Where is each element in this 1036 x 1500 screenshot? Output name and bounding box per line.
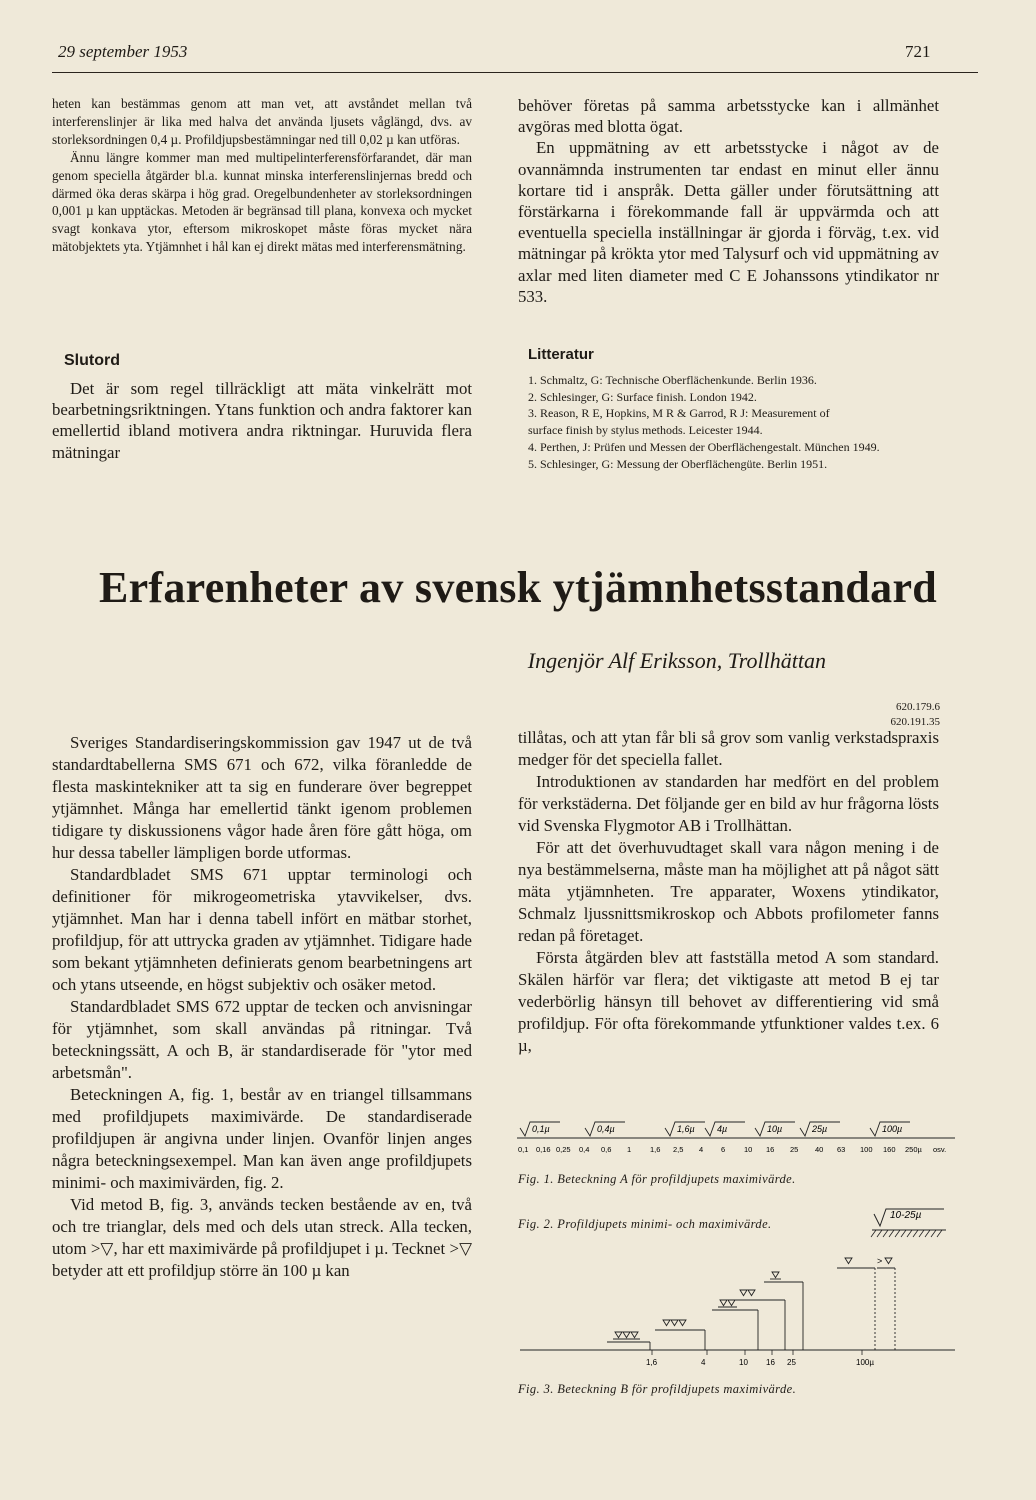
udc-code: 620.179.6 (896, 701, 940, 713)
scale-label: 0,4 (579, 1145, 590, 1154)
figure-1 (515, 1118, 960, 1160)
scale-label: 25 (787, 1358, 796, 1367)
finish-example-label: 25µ (812, 1124, 828, 1134)
hatch-line (877, 1230, 882, 1237)
triangle-mark (748, 1290, 755, 1296)
hatch-line (895, 1230, 900, 1237)
paragraph: Ännu längre kommer man med multipelinterferensförfarandet, där man genom speciella åtgärder bl.a. kunnat minska interferenslinjernas bredd och därmed öka deras skärpa i hög grad. Oregelbundenheter av storleksordningen 0,001 µ kan upptäckas. Metoden är begränsad till plana, konvexa och mycket svagt konkava ytor, eftersom mikroskopet måste föras mycket nära mätobjektets yta. Ytjämnhet i hål kan ej direkt mätas med interferensmätning. (52, 149, 472, 255)
bottom-left-column (52, 732, 472, 1282)
article-title: Erfarenheter av svensk ytjämnhetsstandard (98, 563, 938, 612)
article-author: Ingenjör Alf Eriksson, Trollhättan (527, 648, 826, 673)
reference-item: 1. Schmaltz, G: Technische Oberflächenkunde. Berlin 1936. (528, 373, 817, 387)
finish-example-label: 1,6µ (677, 1124, 695, 1134)
paragraph: Första åtgärden blev att fastställa metod A som standard. Skälen härför var flera; det viktigaste att metod B ej tar vederbörlig hänsyn till behovet av differentiering vid små profildjup. För ofta förekommande ytfunktioner valdes t.ex. 6 µ, (518, 948, 939, 1055)
scale-label: 4 (699, 1145, 704, 1154)
scale-label: 1,6 (646, 1358, 658, 1367)
scale-label: 0,1 (518, 1145, 529, 1154)
bottom-right-column (518, 727, 939, 1057)
figure-3-steps (607, 1256, 895, 1350)
scale-label: 100 (860, 1145, 873, 1154)
paragraph: För att det överhuvudtaget skall vara någon mening i de nya bestämmelserna, måste man ha möjlighet att på något sätt mäta ytjämnheten. Tre apparater, Woxens ytindikator, Schmalz ljussnittsmikroskop och Abbots profilometer fanns redan på företaget. (518, 838, 939, 945)
triangle-mark (631, 1332, 638, 1338)
paragraph: Sveriges Standardiseringskommission gav 1947 ut de två standardtabellerna SMS 671 och 672, vilka föranledde de flesta maskintekniker att ta sig en funderare över begreppet ytjämnhet. Många har emellertid tänkt igenom problemen tidigare ty diskussionens vågor hade åren före gått höga, om hur dessa tabeller lämpligen borde utformas. (52, 733, 472, 862)
scale-label: 250µ (905, 1145, 922, 1154)
figure-1-scale (518, 1145, 946, 1154)
hatch-line (937, 1230, 942, 1237)
litteratur-heading: Litteratur (528, 346, 594, 363)
reference-item: 5. Schlesinger, G: Messung der Oberflächengüte. Berlin 1951. (528, 456, 828, 471)
scale-label: 10 (744, 1145, 753, 1154)
figure-2-caption: Fig. 2. Profildjupets minimi- och maximivärde. (518, 1217, 772, 1231)
triangle-mark (845, 1258, 852, 1264)
running-header-date: 29 september 1953 (58, 42, 188, 61)
triangle-mark (720, 1300, 727, 1306)
hatch-line (907, 1230, 912, 1237)
scale-label: 16 (766, 1358, 775, 1367)
scale-label: 1,6 (650, 1145, 661, 1154)
hatch-line (883, 1230, 888, 1237)
scale-label: 4 (701, 1358, 706, 1367)
scale-label: 1 (627, 1145, 632, 1154)
figure-3-scale (646, 1350, 874, 1367)
paragraph: behöver företas på samma arbetsstycke kan i allmänhet avgöras med blotta ögat. (518, 96, 939, 137)
triangle-mark (679, 1320, 686, 1326)
paragraph: Beteckningen A, fig. 1, består av en triangel tillsammans med profildjupets maximivärde. De standardiserade profildjupen är angivna under linjen. Ovanför linjen anges några beteckningsexempel. Man kan även ange profildjupets minimi- och maximivärden, fig. 2. (52, 1085, 472, 1192)
finish-example-label: 0,4µ (597, 1124, 615, 1134)
figure-2 (870, 1206, 950, 1238)
paragraph: Standardbladet SMS 671 upptar terminologi och definitioner för mikrogeometriska ytavvikelser, dvs. ytjämnhet. Man har i denna tabell infört en mätbar storhet, profildjup, för att uttrycka graden av ytjämnhet. Tidigare hade som bekant ytjämnheten definierats genom bearbetningens art och ytans utseende, en högst subjektiv och osäker metod. (52, 865, 472, 994)
paragraph: Det är som regel tillräckligt att mäta vinkelrätt mot bearbetningsriktningen. Ytans funktion och andra faktorer kan emellertid ibland motivera andra riktningar. Huruvida flera mätningar (52, 379, 472, 462)
scale-label: 0,25 (556, 1145, 571, 1154)
scale-label: 160 (883, 1145, 896, 1154)
hatch-line (889, 1230, 894, 1237)
scale-label: 6 (721, 1145, 726, 1154)
figure-3 (515, 1252, 960, 1372)
hatch-line (871, 1230, 876, 1237)
figure-2-hatch (871, 1230, 942, 1237)
reference-item: 4. Perthen, J: Prüfen und Messen der Oberflächengestalt. München 1949. (528, 439, 880, 454)
reference-item: surface finish by stylus methods. Leicester 1944. (528, 423, 763, 438)
triangle-mark (671, 1320, 678, 1326)
paragraph: Vid metod B, fig. 3, används tecken bestående av en, två och tre trianglar, dels med och dels utan streck. Alla tecken, utom >▽, har ett maximivärde på profildjupet i µ. Tecknet >▽ betyder att ett profildjup större än 100 µ kan (52, 1195, 472, 1280)
triangle-mark (772, 1272, 779, 1278)
triangle-mark (740, 1290, 747, 1296)
top-left-column (52, 95, 472, 256)
scale-label: 25 (790, 1145, 799, 1154)
finish-example-label: 100µ (882, 1124, 903, 1134)
figure-1-caption: Fig. 1. Beteckning A för profildjupets maximivärde. (518, 1172, 796, 1186)
figure-3-caption: Fig. 3. Beteckning B för profildjupets maximivärde. (518, 1382, 797, 1396)
figure-1-examples (520, 1122, 910, 1136)
hatch-line (913, 1230, 918, 1237)
scale-label: 100µ (856, 1358, 874, 1367)
scale-label: 16 (766, 1145, 775, 1154)
paragraph: Introduktionen av standarden har medfört en del problem för verkstäderna. Det följande ger en bild av hur frågorna lösts vid Svenska Flygmotor AB i Trollhättan. (518, 772, 939, 835)
hatch-line (931, 1230, 936, 1237)
scale-label: 0,6 (601, 1145, 612, 1154)
gt-mark: > (877, 1256, 883, 1266)
header-rule (52, 72, 978, 73)
scale-label: 10 (739, 1358, 748, 1367)
hatch-line (919, 1230, 924, 1237)
slutord-heading: Slutord (64, 352, 120, 369)
reference-list (528, 372, 948, 472)
paragraph: Standardbladet SMS 672 upptar de tecken och anvisningar för ytjämnhet, som skall användas på ritningar. Två beteckningssätt, A och B, är standardiserade för "ytor med arbetsmån". (52, 997, 472, 1082)
paragraph: En uppmätning av ett arbetsstycke i något av de ovannämnda instrumenten tar endast en minut eller ännu kortare tid i anspråk. Detta gäller under förutsättning att förstärkarna i förekommande fall är uppvärmda och att eventuella speciella inställningar är gjorda i förväg, t.ex. vid mätningar på krökta ytor med Talysurf och vid uppmätning av axlar med liten diameter med C E Johanssons ytindikator nr 533. (518, 138, 939, 306)
reference-item: 2. Schlesinger, G: Surface finish. London 1942. (528, 389, 757, 404)
udc-codes (830, 700, 940, 730)
udc-code: 620.191.35 (890, 716, 940, 728)
scale-label: osv. (933, 1145, 947, 1154)
paragraph: heten kan bestämmas genom att man vet, att avståndet mellan två interferenslinjer är lika med halva det använda ljusets våglängd, dvs. av storleksordningen 0,4 µ. Profildjupsbestämningar ned till 0,02 µ kan utföras. (52, 96, 472, 147)
triangle-mark (615, 1332, 622, 1338)
scale-label: 40 (815, 1145, 824, 1154)
hatch-line (901, 1230, 906, 1237)
page-number: 721 (905, 42, 931, 61)
top-right-column (518, 95, 939, 307)
scale-label: 63 (837, 1145, 846, 1154)
finish-example-label: 0,1µ (532, 1124, 550, 1134)
triangle-mark (728, 1300, 735, 1306)
finish-example-label: 10µ (767, 1124, 783, 1134)
paragraph: tillåtas, och att ytan får bli så grov som vanlig verkstadspraxis medger för det speciella fallet. (518, 728, 939, 769)
finish-example-label: 4µ (717, 1124, 728, 1134)
reference-item: 3. Reason, R E, Hopkins, M R & Garrod, R J: Measurement of (528, 406, 830, 421)
hatch-line (925, 1230, 930, 1237)
triangle-mark (623, 1332, 630, 1338)
triangle-mark (663, 1320, 670, 1326)
triangle-mark (885, 1258, 892, 1264)
scale-label: 2,5 (673, 1145, 684, 1154)
figure-2-label: 10-25µ (890, 1210, 922, 1221)
slutord-text (52, 378, 472, 463)
scale-label: 0,16 (536, 1145, 551, 1154)
